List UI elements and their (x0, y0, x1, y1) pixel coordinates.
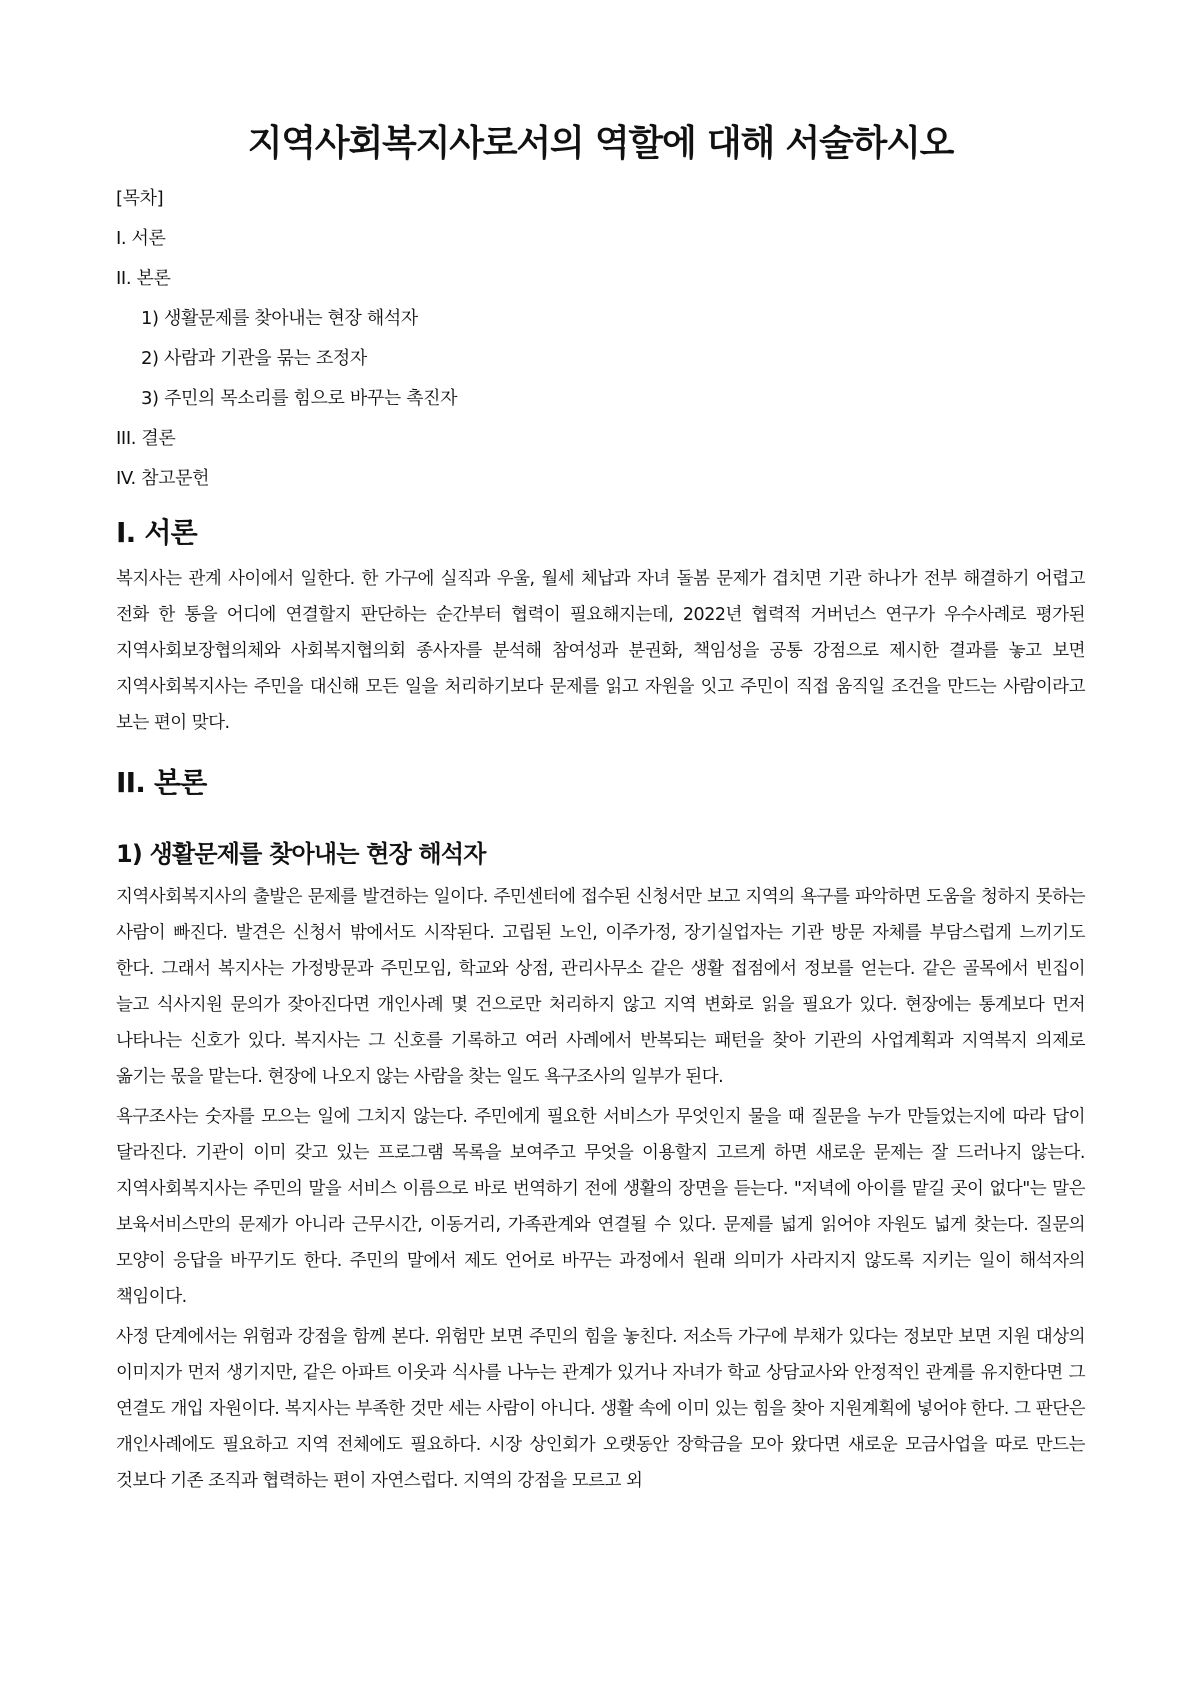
section-heading-intro: I. 서론 (116, 516, 197, 549)
table-of-contents (116, 186, 1085, 491)
toc-item-body-3: 3) 주민의 목소리를 힘으로 바꾸는 촉진자 (141, 388, 458, 409)
intro-paragraph: 복지사는 관계 사이에서 일한다. 한 가구에 실직과 우울, 월세 체납과 자녀 돌봄 문제가 겹치면 기관 하나가 전부 해결하기 어렵고 전화 한 통을 어디에 연결할지 판단하는 순간부터 협력이 필요해지는데, 2022년 협력적 거버넌스 연구가 우수사례로 평가된 지역사회보장협의체와 사회복지협의회 종사자를 분석해 참여성과 분권화, 책임성을 공통 강점으로 제시한 결과를 놓고 보면 지역사회복지사는 주민을 대신해 모든 일을 처리하기보다 문제를 읽고 자원을 잇고 주민이 직접 움직일 조건을 만드는 사람이라고 보는 편이 맞다. (116, 569, 1085, 733)
toc-item-body-1: 1) 생활문제를 찾아내는 현장 해석자 (141, 308, 418, 329)
body-paragraph: 욕구조사는 숫자를 모으는 일에 그치지 않는다. 주민에게 필요한 서비스가 무엇인지 물을 때 질문을 누가 만들었는지에 따라 답이 달라진다. 기관이 이미 갖고 있는 프로그램 목록을 보여주고 무엇을 이용할지 고르게 하면 새로운 문제는 잘 드러나지 않는다. 지역사회복지사는 주민의 말을 서비스 이름으로 바로 번역하기 전에 생활의 장면을 듣는다. "저녁에 아이를 맡길 곳이 없다"는 말은 보육서비스만의 문제가 아니라 근무시간, 이동거리, 가족관계와 연결될 수 있다. 문제를 넓게 읽어야 자원도 넓게 찾는다. 질문의 모양이 응답을 바꾸기도 한다. 주민의 말에서 제도 언어로 바꾸는 과정에서 원래 의미가 사라지지 않도록 지키는 일이 해석자의 책임이다. (116, 1107, 1085, 1307)
body-paragraph: 사정 단계에서는 위험과 강점을 함께 본다. 위험만 보면 주민의 힘을 놓친다. 저소득 가구에 부채가 있다는 정보만 보면 지원 대상의 이미지가 먼저 생기지만, 같은 아파트 이웃과 식사를 나누는 관계가 있거나 자녀가 학교 상담교사와 안정적인 관계를 유지한다면 그 연결도 개입 자원이다. 복지사는 부족한 것만 세는 사람이 아니다. 생활 속에 이미 있는 힘을 찾아 지원계획에 넣어야 한다. 그 판단은 개인사례에도 필요하고 지역 전체에도 필요하다. 시장 상인회가 오랫동안 장학금을 모아 왔다면 새로운 모금사업을 따로 만드는 것보다 기존 조직과 협력하는 편이 자연스럽다. 지역의 강점을 모르고 외 (116, 1327, 1085, 1491)
toc-item-body: II. 본론 (116, 268, 171, 289)
toc-item-intro: I. 서론 (116, 228, 166, 249)
subsection-heading-1: 1) 생활문제를 찾아내는 현장 해석자 (116, 840, 486, 868)
section-heading-body: II. 본론 (116, 766, 207, 799)
toc-heading: [목차] (116, 188, 164, 209)
document-title: 지역사회복지사로서의 역할에 대해 서술하시오 (247, 123, 954, 164)
body-paragraph: 지역사회복지사의 출발은 문제를 발견하는 일이다. 주민센터에 접수된 신청서만 보고 지역의 욕구를 파악하면 도움을 청하지 못하는 사람이 빠진다. 발견은 신청서 밖에서도 시작된다. 고립된 노인, 이주가정, 장기실업자는 기관 방문 자체를 부담스럽게 느끼기도 한다. 그래서 복지사는 가정방문과 주민모임, 학교와 상점, 관리사무소 같은 생활 접점에서 정보를 얻는다. 같은 골목에서 빈집이 늘고 식사지원 문의가 잦아진다면 개인사례 몇 건으로만 처리하지 않고 지역 변화로 읽을 필요가 있다. 현장에는 통계보다 먼저 나타나는 신호가 있다. 복지사는 그 신호를 기록하고 여러 사례에서 반복되는 패턴을 찾아 기관의 사업계획과 지역복지 의제로 옮기는 몫을 맡는다. 현장에 나오지 않는 사람을 찾는 일도 욕구조사의 일부가 된다. (116, 887, 1085, 1087)
toc-item-body-2: 2) 사람과 기관을 묶는 조정자 (141, 348, 367, 369)
toc-item-references: IV. 참고문헌 (116, 468, 210, 489)
toc-item-conclusion: III. 결론 (116, 428, 176, 449)
